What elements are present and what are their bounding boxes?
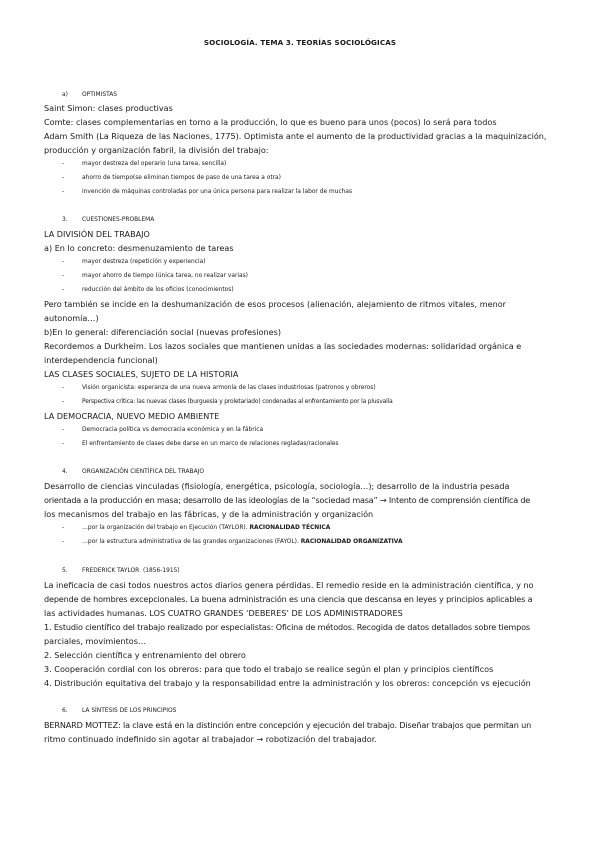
text-line: interdependencia funcional) [44, 355, 158, 365]
dash: - [62, 189, 65, 195]
text-line: 3. Cooperación cordial con los obreros: para que todo el trabajo se realice según el plan y principios científicos [44, 664, 494, 674]
text-line: autonomía…) [44, 313, 99, 323]
section-number: 6. [62, 708, 68, 714]
list-item [62, 523, 592, 533]
dash: - [62, 427, 65, 433]
dash: - [62, 161, 65, 167]
dash: - [62, 175, 65, 181]
text-line: La ineficacia de casi todos nuestros actos diarios genera pérdidas. El remedio reside en la administración científica, y no [44, 580, 534, 590]
emphasis-text: RACIONALIDAD TÉCNICA [249, 525, 331, 531]
list-item-text: Visión organicista: esperanza de una nueva armonía de las clases industriosas (patronos y obreros) [82, 385, 376, 391]
text-line: parciales, movimientos… [44, 636, 147, 646]
text-line: 4. Distribución equitativa del trabajo y la responsabilidad entre la administración y los obreros: concepción vs ejecución [44, 678, 531, 688]
subheading: LAS CLASES SOCIALES, SUJETO DE LA HISTORIA [44, 369, 239, 379]
list-item [62, 271, 592, 281]
dash: - [62, 525, 65, 531]
section-marker: a) [62, 92, 68, 98]
text-line: Comte: clases complementarias en torno a la producción, lo que es bueno para unos (pocos) lo será para todos [44, 117, 497, 127]
dash: - [62, 385, 65, 391]
list-item-text: reducción del ámbito de los oficios (conocimientos) [82, 287, 234, 293]
section-title: ORGANIZACIÓN CIENTÍFICA DEL TRABAJO [82, 469, 204, 475]
dash: - [62, 287, 65, 293]
dash: - [62, 273, 65, 279]
section-number: 5. [62, 568, 68, 574]
text-line: 2. Selección científica y entrenamiento del obrero [44, 650, 246, 660]
document-title: SOCIOLOGÍA. TEMA 3. TEORÍAS SOCIOLÓGICAS [203, 38, 397, 47]
text-line: ritmo continuado indefinido sin agotar al trabajador → robotización del trabajador. [44, 734, 377, 744]
text-line: Recordemos a Durkheim. Los lazos sociales que mantienen unidas a las sociedades modernas: solidaridad orgánica e [44, 341, 522, 351]
text-line: BERNARD MOTTEZ: la clave está en la distinción entre concepción y ejecución del trabajo. Diseñar trabajos que permitan un [44, 720, 532, 730]
list-item-text: El enfrentamiento de clases debe darse en un marco de relaciones regladas/racionales [82, 441, 339, 447]
list-item-text: ahorro de tiempo(se eliminan tiempos de paso de una tarea a otra) [82, 175, 281, 181]
dash: - [62, 259, 65, 265]
section-a-heading [62, 90, 592, 100]
list-item-text: …por la organización del trabajo en Ejecución (TAYLOR). [82, 525, 250, 531]
text-line: Adam Smith (La Riqueza de las Naciones, 1775). Optimista ante el aumento de la productividad gracias a la maquinización, [44, 131, 547, 141]
list-item [62, 397, 592, 407]
section-number: 4. [62, 469, 68, 475]
emphasis-text: RACIONALIDAD ORGANIZATIVA [300, 539, 403, 545]
text-line: b)En lo general: diferenciación social (nuevas profesiones) [44, 327, 281, 337]
section-number: 3. [62, 217, 68, 223]
list-item [62, 537, 592, 547]
list-item [62, 383, 592, 393]
text-line: orientada a la producción en masa; desarrollo de las ideologías de la “sociedad masa” → Intento de comprensión científica de [44, 495, 531, 505]
list-item [62, 285, 592, 295]
list-item-text: mayor destreza (repetición y experiencia) [82, 259, 206, 265]
list-item [62, 173, 592, 183]
text-line: producción y organización fabril, la división del trabajo: [44, 145, 269, 155]
section-title: CUESTIONES-PROBLEMA [82, 217, 155, 223]
list-item-text: Democracia política vs democracia económica y en la fábrica [82, 427, 264, 433]
list-item-text: mayor ahorro de tiempo (única tarea, no realizar varias) [82, 273, 248, 279]
text-line: Desarrollo de ciencias vinculadas (fisiología, energética, psicología, sociología…); desarrollo de la industria pesada [44, 481, 510, 491]
list-item-text: …por la estructura administrativa de las grandes organizaciones (FAYOL). [82, 539, 301, 545]
list-item [62, 159, 592, 169]
dash: - [62, 399, 65, 405]
text-line: Saint Simon: clases productivas [44, 103, 173, 113]
section-4-heading [62, 467, 592, 477]
text-line: 1. Estudio científico del trabajo realizado por especialistas: Oficina de métodos. Recogida de datos detallados sobre tiempos [44, 622, 530, 632]
text-line: a) En lo concreto: desmenuzamiento de tareas [44, 243, 234, 253]
list-item [62, 257, 592, 267]
subheading: LA DIVISIÓN DEL TRABAJO [44, 229, 150, 239]
subheading: LA DEMOCRACIA, NUEVO MEDIO AMBIENTE [44, 411, 220, 421]
text-line: los mecanismos del trabajo en las fábricas, y de la administración y organización [44, 509, 374, 519]
text-line: las actividades humanas. LOS CUATRO GRANDES ‘DEBERES’ DE LOS ADMINISTRADORES [44, 608, 403, 618]
list-item-text: mayor destreza del operario (una tarea, sencilla) [82, 161, 227, 167]
section-title: OPTIMISTAS [82, 92, 117, 98]
text-line: Pero también se incide en la deshumanización de esos procesos (alienación, alejamiento de ritmos vitales, menor [44, 299, 507, 309]
dash: - [62, 539, 65, 545]
dash: - [62, 441, 65, 447]
list-item [62, 187, 592, 197]
list-item [62, 425, 592, 435]
section-3-heading [62, 215, 592, 225]
list-item [62, 439, 592, 449]
section-6-heading [62, 706, 592, 716]
list-item-text: Perspectiva crítica: las nuevas clases (burguesía y proletariado) condenadas al enfrentamiento por la plusvalía [82, 399, 393, 405]
section-title: LA SÍNTESIS DE LOS PRINCIPIOS [82, 708, 177, 714]
text-line: depende de hombres excepcionales. La buena administración es una ciencia que descansa en leyes y principios aplicables a [44, 594, 533, 604]
list-item-text: invención de máquinas controladas por una única persona para realizar la labor de muchas [82, 189, 353, 195]
section-title: FREDERICK TAYLOR (1856-1915) [82, 568, 180, 574]
section-5-heading [62, 566, 592, 576]
